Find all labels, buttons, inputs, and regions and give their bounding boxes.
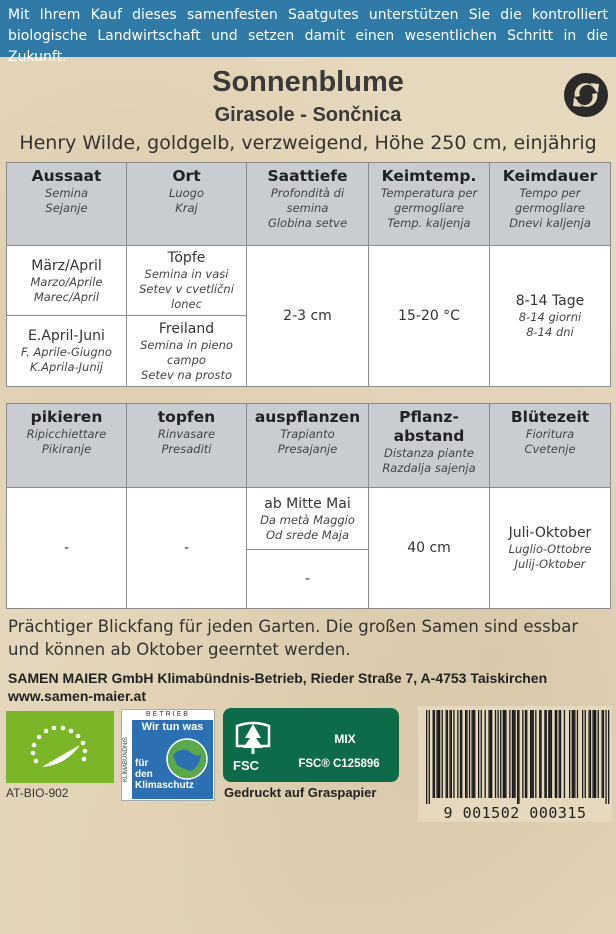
fsc-mix-label: MIX <box>334 732 356 746</box>
barcode-bar <box>540 710 541 798</box>
barcode-bar <box>438 710 439 798</box>
fsc-wordmark: FSC <box>233 758 259 773</box>
header-translation: Trapianto <box>280 427 335 441</box>
cell-translation: lonec <box>171 297 202 311</box>
cell-value: Juli-Oktober <box>508 525 592 541</box>
barcode-bar <box>433 710 434 798</box>
header-saattiefe <box>247 163 369 246</box>
barcode-bar <box>509 710 510 798</box>
header-aussaat <box>7 163 127 246</box>
barcode-bar <box>461 710 462 798</box>
barcode-bar <box>518 710 519 804</box>
cell-translation: Luglio-Ottobre <box>508 542 592 556</box>
cell-topfen <box>127 488 247 609</box>
info-banner: Mit Ihrem Kauf dieses samenfesten Saatgutes unterstützen Sie die kontrolliert biologische Landwirtschaft und setzen damit einen wesentlichen Schritt in die Zukunft. <box>0 0 616 57</box>
cell-translation: 8-14 dni <box>526 325 574 339</box>
header-translation: Kraj <box>175 201 198 215</box>
cell-pikieren <box>7 488 127 609</box>
cell-value: 2-3 cm <box>283 308 332 324</box>
fsc-tree-icon <box>233 716 273 756</box>
fsc-logo <box>223 708 399 782</box>
barcode-bar <box>577 710 578 798</box>
recycle-icon <box>563 72 609 118</box>
barcode-bar <box>592 710 593 798</box>
barcode-bar <box>504 710 505 798</box>
barcode-bar <box>589 710 590 798</box>
barcode-bar <box>551 710 552 798</box>
header-translation: Dnevi kaljenja <box>509 216 591 230</box>
barcode-bar <box>514 710 515 798</box>
barcode-bar <box>469 710 470 798</box>
barcode-bar <box>472 710 473 798</box>
klima-top-label: BETRIEB <box>122 710 214 719</box>
barcode-bar <box>526 710 527 798</box>
barcode-bar <box>488 710 489 798</box>
header-translation: Globina setve <box>267 216 348 230</box>
page-title: Sonnenblume <box>212 66 404 98</box>
klima-line: für <box>135 758 149 769</box>
barcode-bar <box>544 710 545 798</box>
klima-slogan: Wir tun was <box>141 721 204 733</box>
header-translation: Ripicchiettare <box>26 427 107 441</box>
header-translation: Presaditi <box>161 442 212 456</box>
company-website: www.samen-maier.at <box>8 688 146 704</box>
barcode-bar <box>590 710 591 798</box>
klima-line: den <box>135 769 153 780</box>
header-title: Ort <box>172 167 201 185</box>
barcode-bar <box>572 710 573 798</box>
klima-side-label: KLIMABÜNDNIS <box>123 736 129 782</box>
header-translation: Razdalja sajenja <box>382 461 476 475</box>
eu-leaf-icon <box>6 711 114 783</box>
header-keimtemp <box>369 163 490 246</box>
barcode-bar <box>556 710 557 798</box>
cell-aussaat-2 <box>7 316 127 387</box>
cell-value: - <box>183 540 190 556</box>
cell-keimtemp <box>369 246 490 387</box>
barcode-bar <box>451 710 452 798</box>
cell-translation: F. Aprile-Giugno <box>21 345 112 359</box>
cell-bluetezeit <box>490 488 611 609</box>
barcode-bar <box>481 710 482 798</box>
klimabuendnis-logo <box>121 709 215 801</box>
barcode-bar <box>602 710 603 798</box>
barcode-bar <box>505 710 506 798</box>
barcode-bar <box>594 710 595 798</box>
barcode-bar <box>446 710 447 798</box>
header-pflanzabstand <box>369 404 490 488</box>
cell-value: 8-14 Tage <box>515 293 585 309</box>
variety-description: Henry Wilde, goldgelb, verzweigend, Höhe 250 cm, einjährig <box>19 132 597 154</box>
cell-aussaat-1 <box>7 246 127 316</box>
header-translation: Distanza piante <box>383 446 475 460</box>
eu-organic-logo <box>6 711 114 783</box>
barcode-bar <box>559 710 560 798</box>
header-translation: Profondità di <box>270 186 345 200</box>
header-title: Pflanz- <box>399 408 459 426</box>
header-translation: Presajanje <box>277 442 338 456</box>
cell-translation: Setev v cvetlični <box>139 282 234 296</box>
header-auspflanzen <box>247 404 369 488</box>
barcode-bar <box>503 710 504 798</box>
header-translation: Tempo per <box>519 186 581 200</box>
cell-translation: Semina in pieno <box>140 337 233 352</box>
barcode-bar <box>495 710 496 798</box>
barcode-bar <box>465 710 466 798</box>
company-address: SAMEN MAIER GmbH Klimabündnis-Betrieb, Rieder Straße 7, A-4753 Taiskirchen <box>8 670 548 686</box>
barcode-bar <box>466 710 467 798</box>
barcode-bar <box>522 710 523 798</box>
header-translation: Cvetenje <box>524 442 576 456</box>
cell-translation: Od srede Maja <box>265 527 350 542</box>
cell-value: 40 cm <box>407 540 451 556</box>
cell-value: 15-20 °C <box>398 308 460 324</box>
cell-pflanzabstand <box>369 488 490 609</box>
header-translation: Pikiranje <box>41 442 92 456</box>
barcode-bar <box>491 710 492 798</box>
cell-translation: Marec/April <box>33 289 100 304</box>
header-translation: germogliare <box>515 201 585 215</box>
klima-line: Klimaschutz <box>135 780 194 791</box>
barcode-bar <box>573 710 574 798</box>
header-title: topfen <box>157 408 216 426</box>
barcode-bar <box>574 710 575 798</box>
cell-value: ab Mitte Mai <box>264 495 351 512</box>
cell-translation: Marzo/Aprile <box>30 274 103 289</box>
cell-auspflanzen-2 <box>247 550 369 609</box>
cell-translation: Da metà Maggio <box>260 512 355 527</box>
eu-control-code: AT-BIO-902 <box>6 786 69 800</box>
header-translation: Fioritura <box>525 427 575 441</box>
header-bluetezeit <box>490 404 611 488</box>
cell-translation: campo <box>167 352 206 367</box>
cell-ort-2 <box>127 316 247 387</box>
header-topfen <box>127 404 247 488</box>
header-title: Saattiefe <box>267 167 348 185</box>
cell-translation: 8-14 giorni <box>518 310 582 324</box>
cell-translation: Semina in vasi <box>144 267 229 281</box>
barcode-bar <box>473 710 474 798</box>
company-info <box>8 669 612 705</box>
barcode-bar <box>474 710 475 798</box>
header-pikieren <box>7 404 127 488</box>
barcode-bar <box>535 710 536 798</box>
header-title: Blütezeit <box>510 408 590 426</box>
header-translation: Sejanje <box>45 201 88 215</box>
header-title: Keimtemp. <box>381 167 477 185</box>
barcode-bar <box>546 710 547 798</box>
header-title: pikieren <box>30 408 103 426</box>
ean-barcode <box>418 706 612 822</box>
barcode-bar <box>530 710 531 798</box>
header-translation: Luogo <box>168 186 205 200</box>
cell-value: März/April <box>31 257 102 274</box>
cell-translation: K.Aprila-Junij <box>29 360 104 374</box>
planting-table <box>6 403 611 609</box>
header-keimdauer <box>490 163 611 246</box>
barcode-bar <box>490 710 491 798</box>
sowing-table <box>6 162 611 387</box>
barcode-digits: 9 001502 000315 <box>443 804 587 822</box>
cell-ort-1 <box>127 246 247 316</box>
barcode-bar <box>555 710 556 798</box>
barcode-bars <box>418 706 612 806</box>
barcode-bar <box>539 710 540 798</box>
printed-on-grass-paper: Gedruckt auf Graspapier <box>224 785 377 800</box>
barcode-bar <box>605 710 606 804</box>
barcode-bar <box>512 710 513 798</box>
header-ort <box>127 163 247 246</box>
barcode-bar <box>500 710 501 798</box>
product-description: Prächtiger Blickfang für jeden Garten. Die großen Samen sind essbar und können ab Oktober geerntet werden. <box>8 617 579 659</box>
barcode-bar <box>585 710 586 798</box>
header-title: abstand <box>393 427 465 445</box>
barcode-bar <box>439 710 440 798</box>
barcode-bar <box>426 710 427 804</box>
barcode-bar <box>560 710 561 798</box>
barcode-bar <box>517 710 518 804</box>
barcode-bar <box>564 710 565 798</box>
barcode-bar <box>569 710 570 798</box>
barcode-bar <box>457 710 458 798</box>
cell-value: E.April-Juni <box>28 328 105 344</box>
barcode-bar <box>460 710 461 798</box>
barcode-bar <box>603 710 604 798</box>
header-translation: Temperatura per <box>380 186 478 200</box>
header-title: auspflanzen <box>254 408 361 426</box>
barcode-bar <box>449 710 450 798</box>
header-translation: semina <box>286 201 329 215</box>
klima-text <box>135 758 194 791</box>
cell-translation: Julij-Oktober <box>514 557 586 571</box>
barcode-bar <box>608 710 609 804</box>
barcode-bar <box>595 710 596 798</box>
barcode-bar <box>436 710 437 798</box>
barcode-bar <box>453 710 454 798</box>
barcode-bar <box>429 710 430 804</box>
cell-value: - <box>63 540 70 556</box>
barcode-bar <box>478 710 479 798</box>
cell-value: Freiland <box>158 320 215 337</box>
barcode-bar <box>533 710 534 798</box>
page-subtitle: Girasole - Sončnica <box>214 104 402 126</box>
barcode-bar <box>498 710 499 798</box>
cell-value: - <box>304 571 311 587</box>
barcode-bar <box>525 710 526 798</box>
header-title: Keimdauer <box>502 167 598 185</box>
barcode-bar <box>548 710 549 798</box>
header-translation: Rinvasare <box>157 427 216 441</box>
cell-saattiefe <box>247 246 369 387</box>
barcode-bar <box>598 710 599 798</box>
header-title: Aussaat <box>31 167 102 185</box>
cell-value: Töpfe <box>167 250 206 266</box>
barcode-bar <box>531 710 532 798</box>
cell-keimdauer <box>490 246 611 387</box>
barcode-bar <box>442 710 443 798</box>
barcode-bar <box>485 710 486 798</box>
fsc-license-code: FSC® C125896 <box>298 758 380 770</box>
header-translation: Semina <box>44 186 89 200</box>
cell-translation: Setev na prosto <box>140 367 232 382</box>
barcode-bar <box>513 710 514 798</box>
barcode-bar <box>434 710 435 798</box>
header-translation: Temp. kaljenja <box>387 216 471 230</box>
barcode-bar <box>550 710 551 798</box>
barcode-bar <box>447 710 448 798</box>
header-translation: germogliare <box>394 201 464 215</box>
barcode-bar <box>582 710 583 798</box>
cell-auspflanzen-1 <box>247 488 369 550</box>
